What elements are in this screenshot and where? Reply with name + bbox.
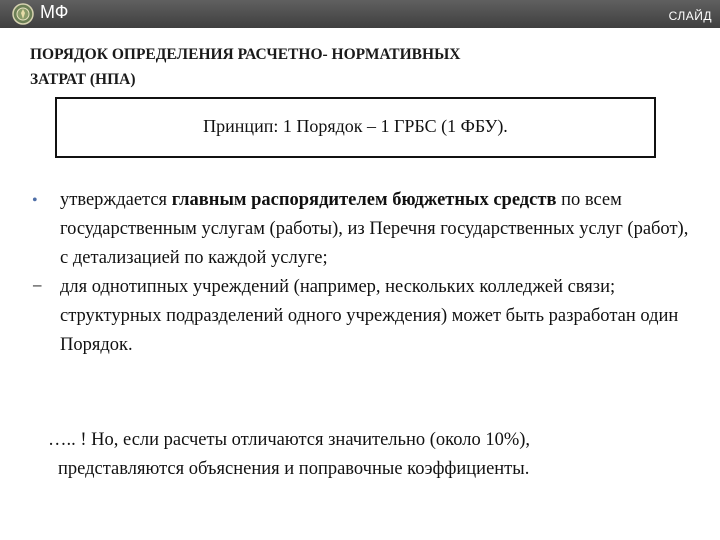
- principle-text: Принцип: 1 Порядок – 1 ГРБС (1 ФБУ).: [203, 116, 508, 136]
- list-item-similar-institutions: [30, 273, 700, 360]
- content-list: [30, 186, 700, 360]
- slide-label: СЛАЙД: [668, 9, 712, 23]
- principle-box: [55, 97, 656, 158]
- note-block: [30, 426, 700, 484]
- bullet-1-rest: по всем государственным услугам (работы), из Перечня государственных услуг (работ), с детализацией по каждой услуге;: [60, 190, 689, 268]
- dash-marker: −: [32, 277, 43, 297]
- page-title: [30, 42, 690, 92]
- note-line-1: ….. ! Но, если расчеты отличаются значительно (около 10%),: [48, 430, 531, 450]
- bullet-1-bold: главным распорядителем бюджетных средств: [171, 190, 557, 210]
- brand-label: МФ: [40, 2, 69, 22]
- emblem-icon: [12, 3, 34, 25]
- list-item-approval: [30, 186, 700, 273]
- bullet-2-text: для однотипных учреждений (например, нескольких колледжей связи; структурных подразделений одного учреждения) может быть разработан один Порядок.: [60, 277, 679, 355]
- bullet-1-prefix: утверждается: [60, 190, 172, 210]
- title-line-2: ЗАТРАТ (НПА): [30, 71, 136, 88]
- note-line-2: представляются объяснения и поправочные коэффициенты.: [58, 459, 530, 479]
- title-line-1: ПОРЯДОК ОПРЕДЕЛЕНИЯ РАСЧЕТНО- НОРМАТИВНЫХ: [30, 46, 461, 63]
- bullet-icon: •: [32, 192, 38, 209]
- top-bar: [0, 0, 720, 28]
